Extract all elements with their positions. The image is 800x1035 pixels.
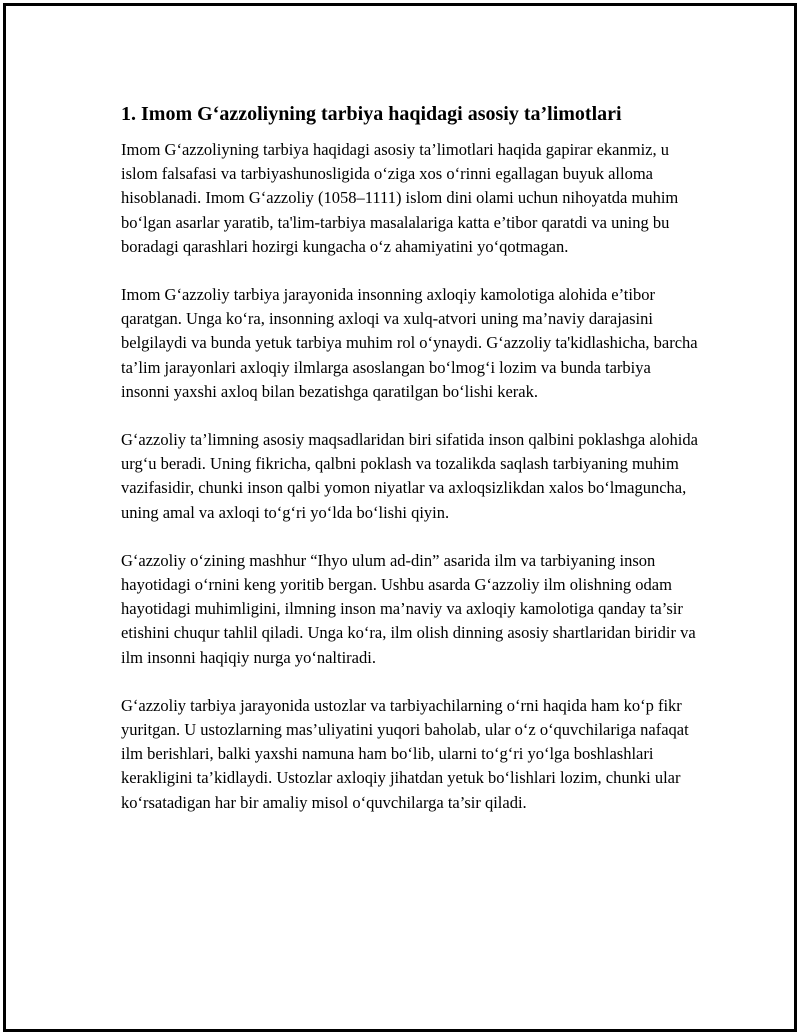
paragraph-5: G‘azzoliy tarbiya jarayonida ustozlar va tarbiyachilarning o‘rni haqida ham ko‘p fikr yuritgan. U ustozlarning mas’uliyatini yuqori baholab, ular o‘z o‘quvchilariga nafaqat ilm berishlari, balki yaxshi namuna ham bo‘lib, ularni to‘g‘ri yo‘lga boshlashlari kerakligini ta’kidlaydi. Ustozlar axloqiy jihatdan yetuk bo‘lishlari lozim, chunki ular ko‘rsatadigan har bir amaliy misol o‘quvchilarga ta’sir qiladi. [121,695,689,812]
paragraph-3: G‘azzoliy ta’limning asosiy maqsadlaridan biri sifatida inson qalbini poklashga alohida urg‘u beradi. Uning fikricha, qalbni poklash va tozalikda saqlash tarbiyaning muhim vazifasidir, chunki inson qalbi yomon niyatlar va axloqsizlikdan xalos bo‘lmaguncha, uning amal va axloqi to‘g‘ri yo‘lda bo‘lishi qiyin. [121,430,698,522]
paragraph-1: Imom G‘azzoliyning tarbiya haqidagi asosiy ta’limotlari haqida gapirar ekanmiz, u islom falsafasi va tarbiyashunosligida o‘ziga xos o‘rinni egallagan buyuk alloma hisoblanadi. Imom G‘azzoliy (1058–1111) islom dini olami uchun nihoyatda muhim bo‘lgan asarlar yaratib, ta'lim-tarbiya masalalariga katta e’tibor qaratdi va uning bu boradagi qarashlari hozirgi kungacha o‘z ahamiyatini yo‘qotmagan. [121,140,679,256]
paragraph-2: Imom G‘azzoliy tarbiya jarayonida insonning axloqiy kamolotiga alohida e’tibor qaratgan. Unga ko‘ra, insonning axloqi va xulq-atvori uning ma’naviy darajasini belgilaydi va bunda yetuk tarbiya muhim rol o‘ynaydi. G‘azzoliy ta'kidlashicha, barcha ta’lim jarayonlari axloqiy ilmlarga asoslangan bo‘lmog‘i lozim va bunda tarbiya insonni yaxshi axloq bilan bezatishga qaratilgan bo‘lishi kerak. [121,285,698,401]
page-frame [3,3,797,1032]
document-body [121,100,701,839]
paragraph-4: G‘azzoliy o‘zining mashhur “Ihyo ulum ad-din” asarida ilm va tarbiyaning inson hayotidagi o‘rnini keng yoritib bergan. Ushbu asarda G‘azzoliy ilm olishning odam hayotidagi muhimligini, ilmning inson ma’naviy va axloqiy kamolotiga qanday ta’sir etishini chuqur tahlil qiladi. Unga ko‘ra, ilm olish dinning asosiy shartlaridan biridir va ilm insonni haqiqiy nurga yo‘naltiradi. [121,550,696,667]
section-heading: 1. Imom G‘azzoliyning tarbiya haqidagi asosiy ta’limotlari [121,103,622,125]
